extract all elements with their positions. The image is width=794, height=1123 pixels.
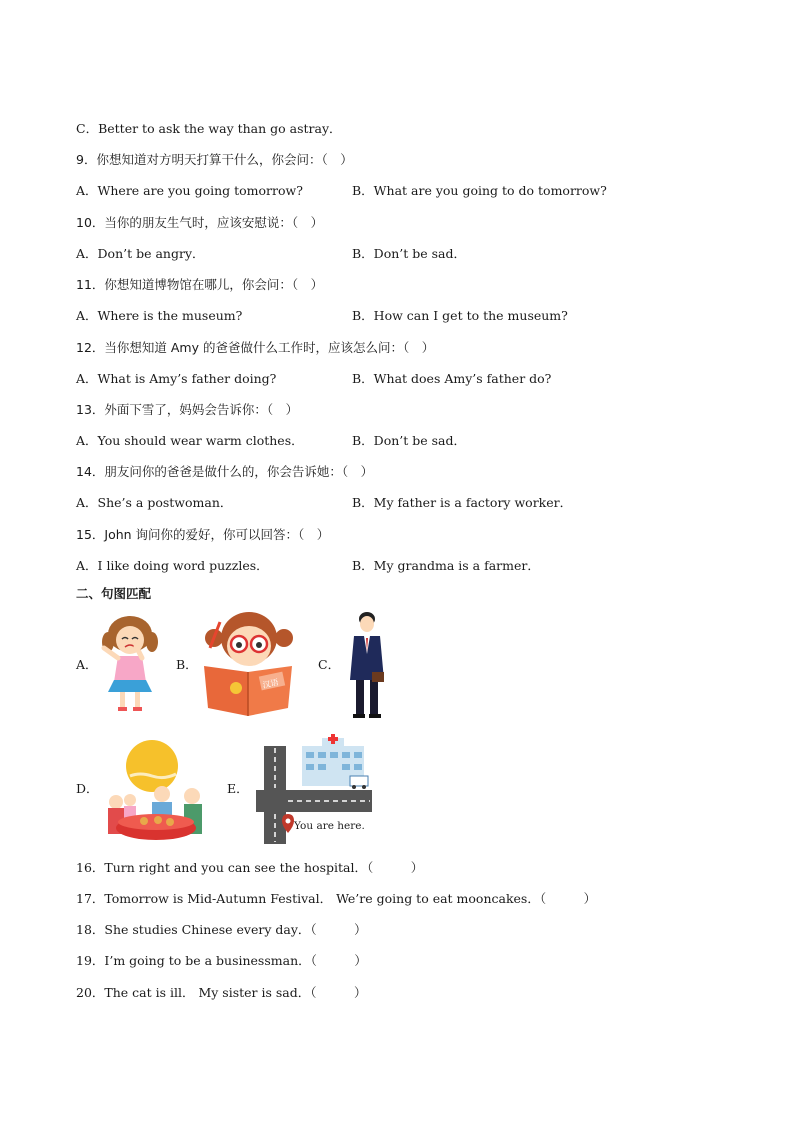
- picture-b-label: B．: [176, 657, 198, 672]
- matching-16: 16．Turn right and you can see the hospital．（ ）: [76, 860, 424, 875]
- picture-d-label: D．: [76, 781, 99, 796]
- crying-girl-picture: [96, 612, 164, 712]
- q15-option-b: B．My grandma is a farmer．: [352, 558, 540, 573]
- q10-option-a: A．Don’t be angry．: [76, 246, 205, 261]
- book-title-text: 汉语: [261, 677, 280, 690]
- question-10: 10．当你的朋友生气时，应该安慰说：（ ）: [76, 215, 324, 230]
- q9-option-a: A．Where are you going tomorrow?: [76, 183, 303, 198]
- question-14: 14．朋友问你的爸爸是做什么的，你会告诉她：（ ）: [76, 464, 374, 479]
- q12-option-b: B．What does Amy’s father do?: [352, 371, 552, 386]
- matching-17: 17．Tomorrow is Mid-Autumn Festival． We’re going to eat mooncakes．（ ）: [76, 891, 597, 906]
- q12-option-a: A．What is Amy’s father doing?: [76, 371, 277, 386]
- question-9: 9．你想知道对方明天打算干什么，你会问：（ ）: [76, 152, 353, 167]
- question-11: 11．你想知道博物馆在哪儿，你会问：（ ）: [76, 277, 324, 292]
- businessman-picture: [346, 610, 388, 720]
- q11-option-b: B．How can I get to the museum?: [352, 308, 568, 323]
- matching-20: 20．The cat is ill． My sister is sad．（ ）: [76, 985, 367, 1000]
- you-are-here-text: You are here.: [294, 820, 365, 832]
- q13-option-a: A．You should wear warm clothes．: [76, 433, 304, 448]
- question-13: 13．外面下雪了，妈妈会告诉你：（ ）: [76, 402, 299, 417]
- q15-option-a: A．I like doing word puzzles．: [76, 558, 269, 573]
- q14-option-b: B．My father is a factory worker．: [352, 495, 573, 510]
- option-c-line: C．Better to ask the way than go astray．: [76, 121, 342, 136]
- q10-option-b: B．Don’t be sad．: [352, 246, 466, 261]
- q11-option-a: A．Where is the museum?: [76, 308, 243, 323]
- hospital-map-picture: [256, 732, 372, 844]
- q9-option-b: B．What are you going to do tomorrow?: [352, 183, 607, 198]
- matching-19: 19．I’m going to be a businessman．（ ）: [76, 953, 367, 968]
- picture-c-label: C．: [318, 657, 341, 672]
- family-mid-autumn-picture: [100, 738, 212, 844]
- picture-a-label: A．: [76, 657, 98, 672]
- q13-option-b: B．Don’t be sad．: [352, 433, 466, 448]
- girl-reading-book-picture: [200, 608, 296, 718]
- matching-18: 18．She studies Chinese every day．（ ）: [76, 922, 367, 937]
- question-15: 15．John 询问你的爱好，你可以回答：（ ）: [76, 527, 330, 542]
- question-12: 12．当你想知道 Amy 的爸爸做什么工作时，应该怎么问：（ ）: [76, 340, 435, 355]
- section-title: 二、句图匹配: [76, 586, 152, 601]
- picture-e-label: E．: [227, 781, 249, 796]
- q14-option-a: A．She’s a postwoman．: [76, 495, 233, 510]
